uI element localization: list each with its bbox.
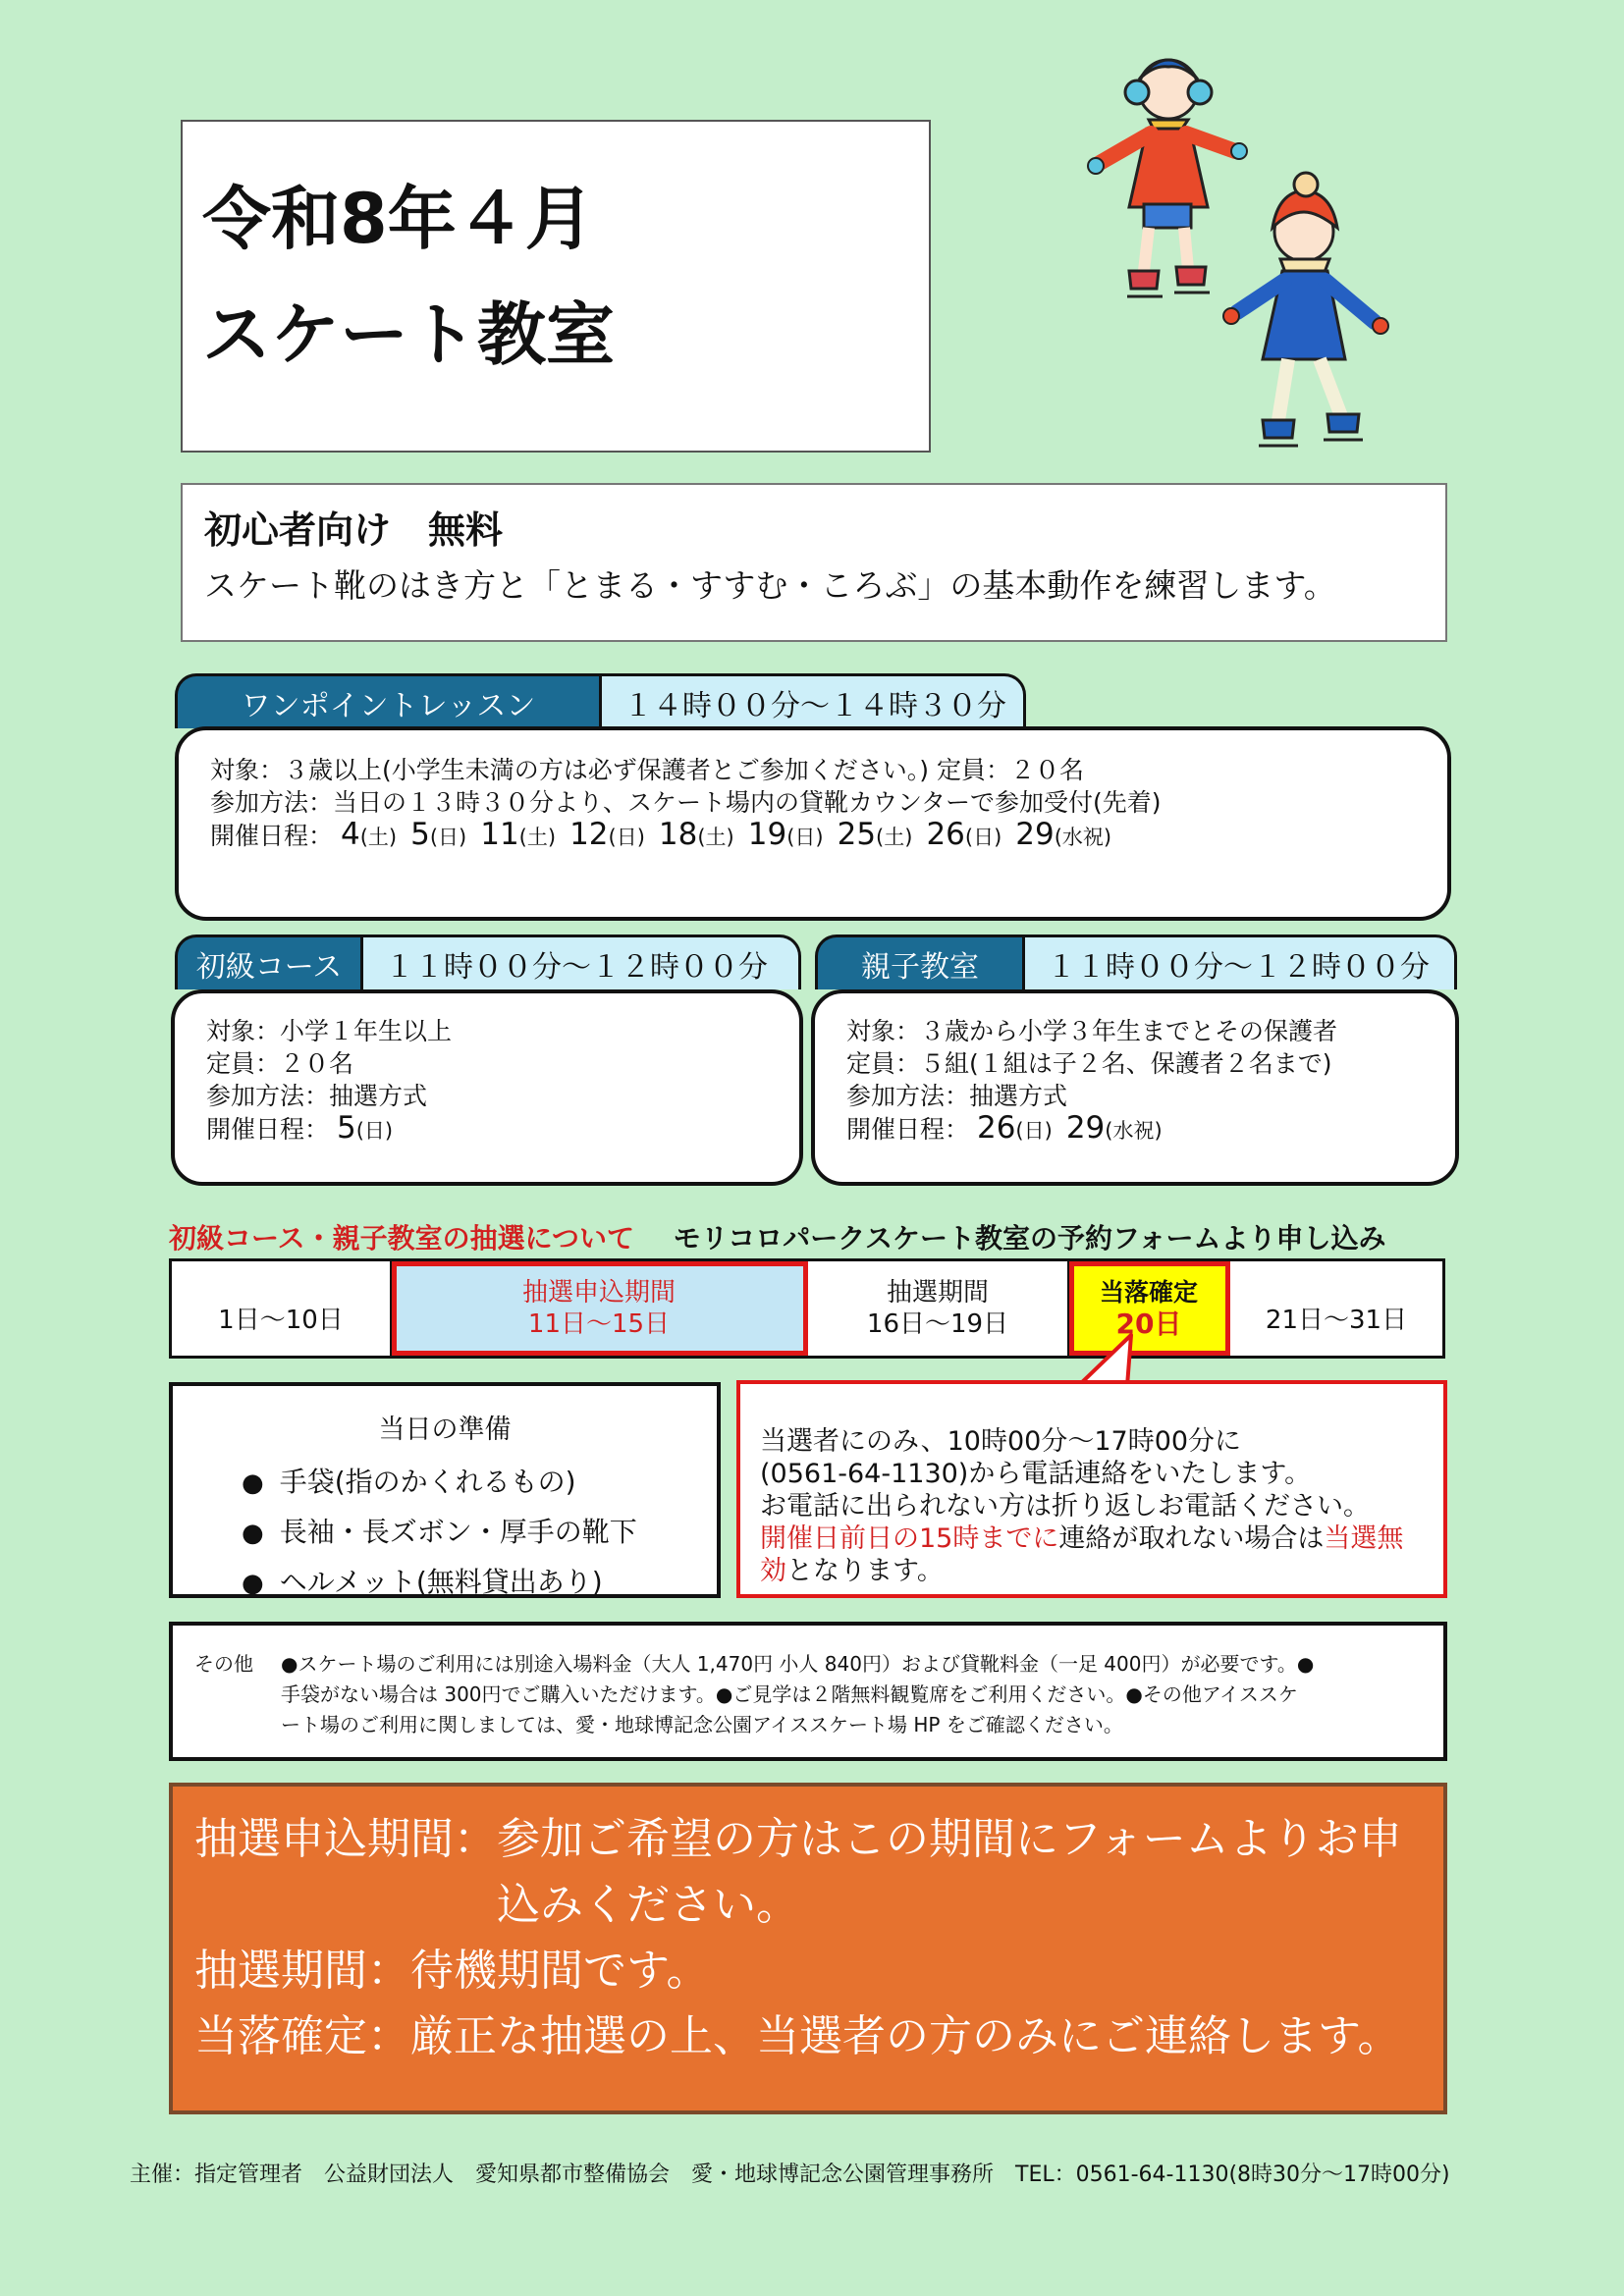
child-blue-coat-icon (1223, 173, 1388, 446)
prep-item: ● 手袋(指のかくれるもの) (242, 1458, 717, 1508)
lottery-explanation-box (169, 1783, 1447, 2114)
parent-child-tabs (815, 934, 1457, 989)
beginner-tab: 初級コース (175, 934, 363, 989)
title-box (181, 120, 931, 453)
one-point-schedule: 開催日程： 4(土) 5(日) 11(土) 12(日) 18(土) 19(日) 25(土) 26(日) 29(水祝) (210, 819, 1447, 854)
beginner-tabs (175, 934, 801, 989)
beginner-capacity: 定員：２０名 (206, 1049, 354, 1078)
callout-line-2: (0561-64-1130)から電話連絡をいたします。 (760, 1459, 1312, 1489)
other-label: その他 (194, 1652, 253, 1676)
timeline-seg-1: 1日～10日 (172, 1261, 392, 1356)
one-point-dates (341, 819, 1125, 854)
callout-line-1: 当選者にのみ、10時00分～17時00分に (760, 1426, 1242, 1457)
title-date: 令和8年４月 (202, 179, 594, 259)
parent-child-schedule: 開催日程： 26(日) 29(水祝) (846, 1112, 1455, 1148)
one-point-body (175, 726, 1451, 921)
beginner-body (171, 989, 803, 1186)
callout-box (736, 1380, 1447, 1598)
intro-box (181, 483, 1447, 642)
title-name: スケート教室 (202, 294, 615, 375)
prep-list (242, 1458, 717, 1608)
parent-child-capacity: 定員：５組(１組は子２名、保護者２名まで) (846, 1049, 1332, 1078)
explanation-row-confirm: 当落確定： 厳正な抽選の上、当選者の方のみにご連絡します。 (194, 2011, 1401, 2061)
schedule-date: 29(水祝) (1065, 1110, 1163, 1146)
schedule-date: 5(日) (336, 1110, 394, 1146)
schedule-date: 5(日) (410, 817, 467, 852)
parent-child-method: 参加方法：抽選方式 (846, 1082, 1068, 1110)
beginner-schedule: 開催日程： 5(日) (206, 1112, 799, 1148)
timeline-seg-apply: 抽選申込期間 11日～15日 (392, 1261, 808, 1356)
prep-item: ● ヘルメット(無料貸出あり) (242, 1558, 717, 1608)
lottery-heading (169, 1217, 1445, 1256)
callout-line-5: 効となります。 (760, 1556, 944, 1586)
schedule-date: 19(日) (747, 817, 824, 852)
parent-child-tab: 親子教室 (815, 934, 1025, 989)
one-point-method: 参加方法：当日の１３時３０分より、スケート場内の貸靴カウンターで参加受付(先着) (210, 788, 1162, 817)
intro-text: スケート靴のはき方と「とまる・すすむ・ころぶ」の基本動作を練習します。 (204, 566, 1336, 605)
callout-line-4: 開催日前日の15時までに連絡が取れない場合は当選無 (760, 1523, 1404, 1554)
schedule-date: 18(土) (658, 817, 734, 852)
beginner-target: 対象：小学１年生以上 (206, 1017, 453, 1045)
beginner-method: 参加方法：抽選方式 (206, 1082, 428, 1110)
other-notes-box (169, 1622, 1447, 1761)
schedule-date: 11(土) (480, 817, 557, 852)
one-point-tabs (175, 673, 1026, 728)
schedule-date: 26(日) (976, 1110, 1053, 1146)
intro-heading: 初心者向け 無料 (204, 508, 504, 552)
explanation-row-lottery: 抽選期間： 待機期間です。 (194, 1946, 710, 1996)
prep-title: 当日の準備 (378, 1415, 512, 1445)
callout-line-3: お電話に出られない方は折り返しお電話ください。 (760, 1491, 1370, 1522)
lottery-heading-black: モリコロパークスケート教室の予約フォームより申し込み (673, 1222, 1386, 1255)
schedule-date: 29(水祝) (1015, 817, 1112, 852)
prep-item: ● 長袖・長ズボン・厚手の靴下 (242, 1508, 717, 1558)
schedule-date: 26(日) (926, 817, 1002, 852)
parent-child-body (811, 989, 1459, 1186)
one-point-target: 対象：３歳以上(小学生未満の方は必ず保護者とご参加ください。) 定員：２０名 (210, 756, 1084, 784)
lottery-heading-red: 初級コース・親子教室の抽選について (169, 1222, 635, 1255)
parent-child-time: １１時００分～１２時００分 (1025, 934, 1457, 989)
schedule-date: 4(土) (340, 817, 398, 852)
one-point-tab: ワンポイントレッスン (175, 673, 602, 728)
other-text: ●スケート場のご利用には別途入場料金（大人 1,470円 小人 840円）および貸靴料金（一足 400円）が必要です。● 手袋がない場合は 300円でご購入いただけます。●ご見学は２階無料観覧席をご利用ください。●その他アイススケ ート場のご利用に関しましては、愛・地球博記念公園アイススケート場 HP をご確認ください。 (281, 1652, 1315, 1736)
schedule-date: 25(土) (837, 817, 913, 852)
skating-children-illustration (1060, 35, 1414, 467)
parent-child-target: 対象：３歳から小学３年生までとその保護者 (846, 1017, 1338, 1045)
prep-box (169, 1382, 721, 1598)
explanation-row-apply: 抽選申込期間： 参加ご希望の方はこの期間にフォームよりお申込みください。 (194, 1814, 1402, 1930)
beginner-dates (337, 1112, 406, 1148)
beginner-time: １１時００分～１２時００分 (363, 934, 801, 989)
parent-child-dates (977, 1112, 1176, 1148)
timeline-seg-lottery: 抽選期間 16日～19日 (808, 1261, 1069, 1356)
footer-organizer: 主催：指定管理者 公益財団法人 愛知県都市整備協会 愛・地球博記念公園管理事務所 TEL：0561-64-1130(8時30分～17時00分) (130, 2163, 1450, 2187)
child-orange-coat-icon (1088, 60, 1247, 296)
lottery-timeline (169, 1258, 1445, 1359)
schedule-date: 12(日) (569, 817, 645, 852)
one-point-time: １４時００分～１４時３０分 (602, 673, 1026, 728)
timeline-seg-5: 21日～31日 (1265, 1306, 1408, 1335)
timeline-seg-confirm: 当落確定 20日 (1069, 1261, 1230, 1356)
